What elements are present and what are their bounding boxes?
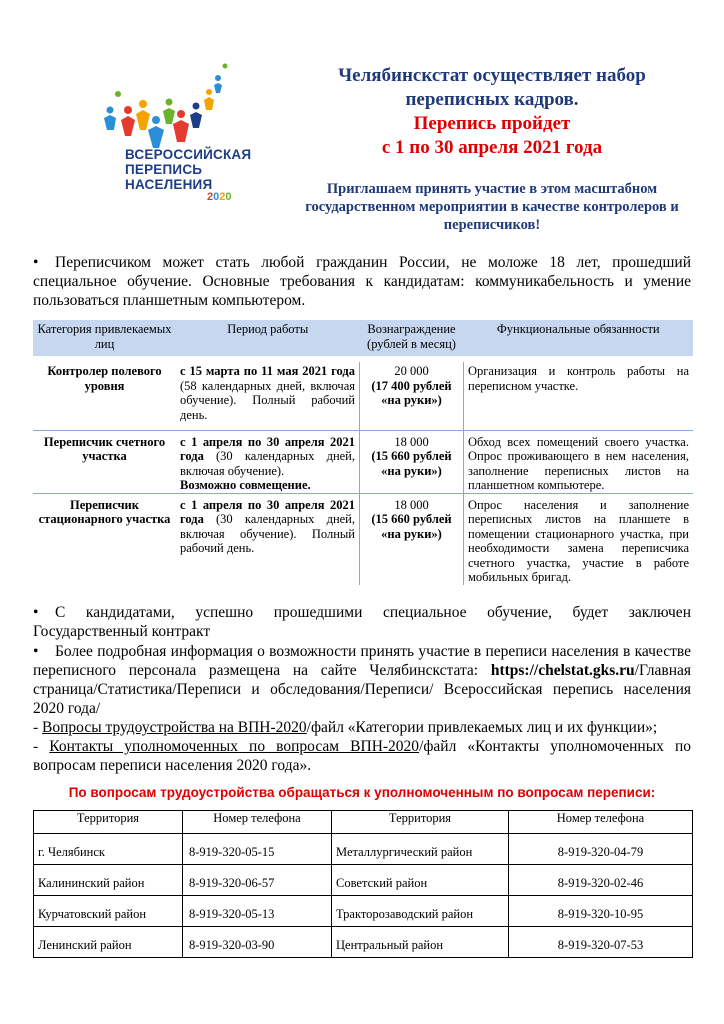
employment-questions-link[interactable]: Вопросы трудоустройства на ВПН-2020 (42, 719, 307, 736)
header-sub-1: Приглашаем принять участие в этом масштабном (326, 181, 658, 197)
territory-cell: Ленинский район (34, 927, 183, 958)
logo-line-1: ВСЕРОССИЙСКАЯ (125, 147, 252, 162)
logo-text (125, 147, 251, 192)
role-pay-net: (15 660 рублей «на руки») (371, 449, 452, 478)
header-sub-3: переписчиков! (443, 217, 541, 233)
phone-cell: 8-919-320-06-57 (183, 865, 332, 896)
phone-cell: 8-919-320-04-79 (509, 834, 693, 865)
logo-year (207, 191, 232, 203)
role-period-note: Возможно совмещение. (180, 478, 311, 492)
header-territory: Территория (34, 811, 183, 834)
bullet: • (33, 604, 39, 621)
role-period-details: (30 календарных дней, включая обучение). (180, 449, 355, 478)
header-period: Период работы (176, 320, 360, 356)
territory-cell: Тракторозаводский район (332, 896, 509, 927)
contacts-table-header (34, 811, 693, 834)
role-category: Переписчик стационарного участка (38, 497, 171, 526)
role-duties: Опрос населения и заполнение переписных листов на планшете в помещении стационарного участка, при необходимости замена переписчика счетного участка, участие в работе мобильных бригад. (464, 493, 694, 585)
territory-cell: г. Челябинск (34, 834, 183, 865)
header-phone: Номер телефона (183, 811, 332, 834)
table-row (34, 927, 693, 958)
role-period-details: (30 календарных дней, включая обучение). Полный рабочий день. (180, 512, 355, 555)
phone-cell: 8-919-320-05-13 (183, 896, 332, 927)
table-row (34, 896, 693, 927)
site-path: /Главная страница/Статистика/Переписи и обследования/Переписи/ Всероссийская перепись населения 2020 года/ (33, 662, 691, 717)
phone-cell: 8-919-320-03-90 (183, 927, 332, 958)
header-line-1: Челябинскстат осуществляет набор (338, 65, 646, 86)
role-period-details: (58 календарных дней, включая обучение). Полный рабочий день. (180, 378, 355, 422)
info-dash: - (33, 738, 50, 755)
role-pay-amount: 18 000 (394, 434, 429, 449)
roles-table-header (33, 320, 693, 356)
table-row (34, 865, 693, 896)
page-header (292, 64, 692, 234)
logo-year-digit: 0 (225, 191, 232, 203)
table-row (34, 834, 693, 865)
role-pay (360, 430, 464, 493)
header-territory: Территория (332, 811, 509, 834)
role-pay-net: (15 660 рублей «на руки») (371, 512, 452, 541)
info-paragraph (33, 642, 691, 775)
header-line-2: переписных кадров. (405, 89, 579, 110)
intro-text: Переписчиком может стать любой гражданин России, не моложе 18 лет, прошедший специальное обучение. Основные требования к кандидатам: коммуникабельность и умение пользоваться планшетным компьютером. (33, 254, 691, 309)
role-pay-amount: 18 000 (394, 497, 429, 512)
contacts-table (33, 810, 693, 958)
role-period-dates: с 1 апреля по 30 апреля 2021 года (180, 497, 355, 526)
intro-paragraph (33, 253, 691, 310)
territory-cell: Курчатовский район (34, 896, 183, 927)
role-pay-net: (17 400 рублей «на руки») (371, 378, 452, 407)
header-sub-2: государственном мероприятии в качестве контролеров и (305, 199, 679, 215)
contract-text: С кандидатами, успешно прошедшими специальное обучение, будет заключен Государственный контракт (33, 604, 691, 640)
role-category: Переписчик счетного участка (33, 430, 176, 493)
header-duties: Функциональные обязанности (464, 320, 694, 356)
logo-line-3: НАСЕЛЕНИЯ (125, 177, 213, 192)
info-item-1-rest: /файл «Категории привлекаемых лиц и их функции»; (306, 719, 658, 736)
role-period (176, 430, 360, 493)
header-line-3: Перепись пройдет (413, 113, 571, 134)
logo-line-2: ПЕРЕПИСЬ (125, 162, 203, 177)
site-url-link[interactable]: https://chelstat.gks.ru (490, 662, 635, 679)
header-phone: Номер телефона (509, 811, 693, 834)
role-period (176, 493, 360, 585)
role-duties: Организация и контроль работы на переписном участке. (464, 362, 694, 430)
logo-year-digit: 2 (219, 191, 226, 203)
phone-cell: 8-919-320-10-95 (509, 896, 693, 927)
table-row (33, 493, 693, 585)
bullet: • (33, 643, 39, 660)
phone-cell: 8-919-320-02-46 (509, 865, 693, 896)
role-period-dates: с 1 апреля по 30 апреля 2021 года (180, 434, 355, 463)
role-duties: Обход всех помещений своего участка. Опрос проживающего в нем населения, заполнение переписных листов на планшетном компьютере. (464, 430, 694, 493)
bullet: • (33, 254, 39, 271)
territory-cell: Металлургический район (332, 834, 509, 865)
table-row (33, 362, 693, 430)
info-dash: - (33, 719, 43, 736)
info-text: Более подробная информация о возможности принять участие в переписи населения в качестве переписного персонала размещена на сайте Челябинскстата: (33, 643, 691, 679)
phone-cell: 8-919-320-07-53 (509, 927, 693, 958)
header-line-4: с 1 по 30 апреля 2021 года (381, 137, 603, 158)
phone-cell: 8-919-320-05-15 (183, 834, 332, 865)
logo-year-digit: 2 (207, 191, 214, 203)
census-logo-icon (88, 62, 288, 222)
territory-cell: Центральный район (332, 927, 509, 958)
role-pay-amount: 20 000 (394, 364, 429, 378)
header-category: Категория привлекаемых лиц (33, 320, 176, 356)
table-row (33, 430, 693, 493)
role-period (176, 362, 360, 430)
role-category: Контролер полевого уровня (33, 362, 176, 430)
role-pay (360, 362, 464, 430)
contacts-link[interactable]: Контакты уполномоченных по вопросам ВПН-2020 (49, 738, 420, 755)
contract-paragraph (33, 603, 691, 641)
roles-table (33, 320, 693, 585)
territory-cell: Советский район (332, 865, 509, 896)
role-pay (360, 493, 464, 585)
header-invitation (292, 180, 692, 234)
contacts-title: По вопросам трудоустройства обращаться к уполномоченным по вопросам переписи: (68, 785, 656, 800)
info-item-2-rest: /файл «Контакты уполномоченных по вопросам переписи населения 2020 года». (33, 738, 691, 774)
header-pay: Вознаграждение (рублей в месяц) (360, 320, 464, 356)
logo-year-digit: 0 (213, 191, 220, 203)
role-period-dates: с 15 марта по 11 мая 2021 года (180, 364, 355, 378)
territory-cell: Калининский район (34, 865, 183, 896)
